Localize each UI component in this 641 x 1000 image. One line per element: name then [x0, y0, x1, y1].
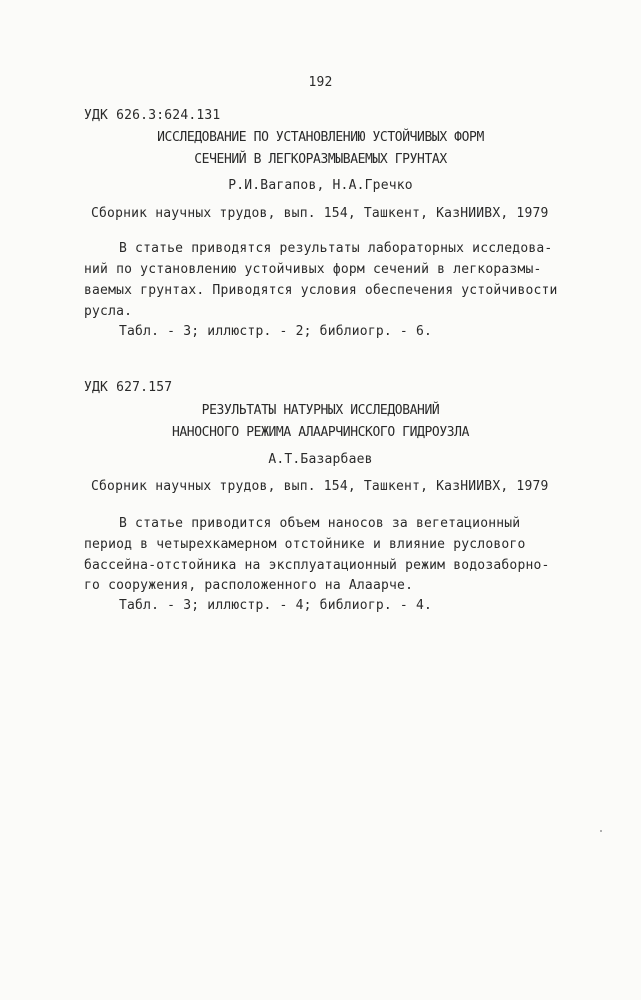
paper-speck	[600, 830, 602, 832]
udk-code: УДК 627.157	[84, 380, 173, 395]
article-authors: А.Т.Базарбаев	[268, 452, 373, 467]
abstract-line: В статье приводятся результаты лабораторных исследова-	[119, 241, 553, 256]
abstract-line: бассейна-отстойника на эксплуатационный режим водозаборно-	[84, 558, 550, 573]
article-stats: Табл. - 3; иллюстр. - 2; библиогр. - 6.	[119, 324, 433, 339]
article-source: Сборник научных трудов, вып. 154, Ташкент, КазНИИВХ, 1979	[91, 479, 549, 494]
article-title-line: СЕЧЕНИЙ В ЛЕГКОРАЗМЫВАЕМЫХ ГРУНТАХ	[194, 152, 447, 167]
abstract-line: ваемых грунтах. Приводятся условия обеспечения устойчивости	[84, 283, 558, 298]
udk-code: УДК 626.3:624.131	[84, 108, 221, 123]
abstract-line: В статье приводится объем наносов за вегетационный	[119, 516, 521, 531]
article-title-line: ИССЛЕДОВАНИЕ ПО УСТАНОВЛЕНИЮ УСТОЙЧИВЫХ ФОРМ	[157, 130, 484, 145]
abstract-line: период в четырехкамерном отстойнике и влияние руслового	[84, 537, 526, 552]
article-authors: Р.И.Вагапов, Н.А.Гречко	[228, 178, 413, 193]
abstract-line: ний по установлению устойчивых форм сечений в легкоразмы-	[84, 262, 542, 277]
article-stats: Табл. - 3; иллюстр. - 4; библиогр. - 4.	[119, 598, 433, 613]
abstract-line: русла.	[84, 304, 133, 319]
article-source: Сборник научных трудов, вып. 154, Ташкент, КазНИИВХ, 1979	[91, 206, 549, 221]
page-number: 192	[308, 75, 333, 90]
abstract-line: го сооружения, расположенного на Алаарче.	[84, 578, 414, 593]
article-title-line: РЕЗУЛЬТАТЫ НАТУРНЫХ ИССЛЕДОВАНИЙ	[201, 403, 440, 418]
article-title-line: НАНОСНОГО РЕЖИМА АЛААРЧИНСКОГО ГИДРОУЗЛА	[171, 425, 470, 440]
